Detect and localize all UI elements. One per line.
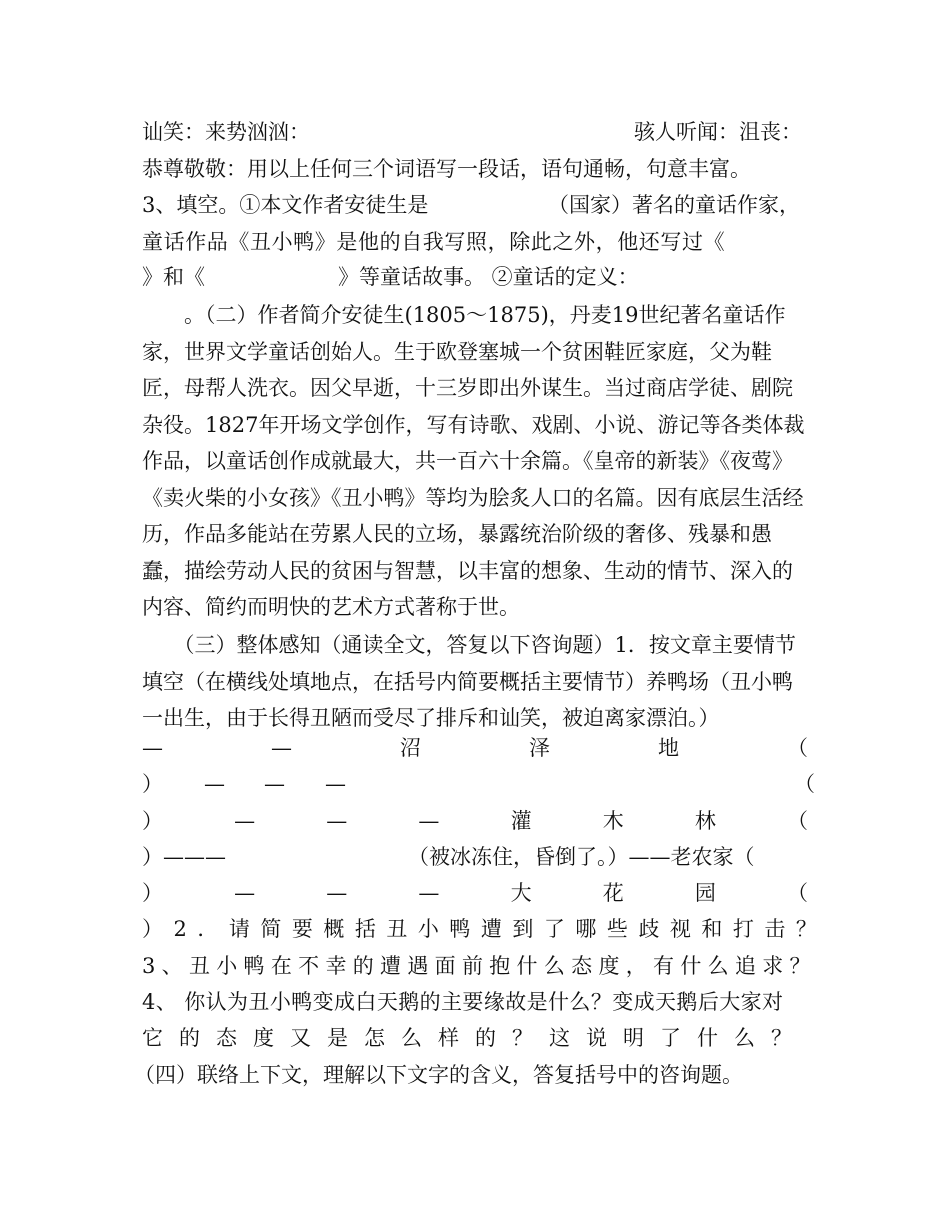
dash: — (204, 772, 225, 796)
place-char: 林 (694, 809, 716, 833)
dash-run: ）——— (142, 845, 226, 869)
writing-prompt: 恭尊敬敬：用以上任何三个词语写一段话，语句通畅，句意丰富。 (142, 157, 751, 181)
place-char: 园 (694, 881, 716, 905)
definition-text: 》等童话故事。 ②童话的定义： (338, 265, 639, 289)
section-4-heading: （四）联络上下文，理解以下文字的含义，答复括号中的咨询题。 (134, 1063, 743, 1087)
dash: — (326, 809, 348, 833)
paren: ） (142, 772, 163, 796)
works-line: 童话作品《丑小鸭》是他的自我写照，除此之外，他还写过《 (142, 230, 726, 254)
paren: （ (787, 736, 808, 760)
dash: — (325, 772, 346, 796)
dash: — (326, 881, 348, 905)
plot-row-5 (142, 878, 808, 908)
paren: （ (786, 809, 808, 833)
dash: — (418, 881, 440, 905)
place-char: 花 (602, 881, 624, 905)
dash: — (234, 809, 256, 833)
definition-line (142, 262, 808, 292)
works-close: 》和《 (142, 265, 205, 289)
place-char: 泽 (529, 736, 550, 760)
dash: — (234, 881, 256, 905)
question-3: 3、丑小鸭在不幸的遭遇面前抱什么态度，有什么追求？ (142, 954, 817, 978)
plot-note: （被冰冻住，昏倒了。）——老农家（ (408, 845, 755, 869)
place-char: 地 (658, 736, 679, 760)
fill-blank-line (142, 190, 808, 220)
paren: （ (786, 881, 808, 905)
dash: — (264, 772, 285, 796)
paren: （ (794, 772, 815, 796)
question-2: ）2．请简要概括丑小鸭遭到了哪些歧视和打击？ (142, 917, 828, 941)
place-char: 大 (510, 881, 532, 905)
plot-row-1 (142, 733, 808, 763)
fill-blank-left: 3、填空。①本文作者安徒生是 (142, 193, 429, 217)
vocab-left: 讪笑：来势汹汹： (142, 120, 310, 144)
paren: ） (142, 809, 163, 833)
overview-paragraph: （三）整体感知（通读全文，答复以下咨询题）1．按文章主要情节填空（在横线处填地点，在括号内简要概括主要情节）养鸭场（丑小鸭一出生，由于长得丑陋而受尽了排斥和讪笑，被迫离家漂泊。） (142, 633, 796, 730)
place-char: 灌 (510, 809, 532, 833)
question-4-cont: 它的态度又是怎么样的？这说明了什么？ (142, 1026, 808, 1050)
place-char: 木 (602, 809, 624, 833)
dash: — (418, 809, 440, 833)
author-intro-paragraph: 。（二）作者简介安徒生(1805～1875)，丹麦19世纪著名童话作家，世界文学童话创始人。生于欧登塞城一个贫困鞋匠家庭，父为鞋匠，母帮人洗衣。因父早逝，十三岁即出外谋生。当过商店学徒、剧院杂役。1827年开场文学创作，写有诗歌、戏剧、小说、游记等各类体裁作品，以童话创作成就最大，共一百六十余篇。《皇帝的新装》《夜莺》《卖火柴的小女孩》《丑小鸭》等均为脍炙人口的名篇。因有底层生活经历，作品多能站在劳累人民的立场，暴露统治阶级的奢侈、残暴和愚蠢，描绘劳动人民的贫困与智慧，以丰富的想象、生动的情节、深入的内容、简约而明快的艺术方式著称于世。 (142, 303, 805, 619)
question-4: 4、 你认为丑小鸭变成白天鹅的主要缘故是什么？变成天鹅后大家对 (142, 990, 784, 1014)
dash: — (271, 736, 292, 760)
place-char: 沼 (400, 736, 421, 760)
fill-blank-right: （国家）著名的童话作家， (548, 193, 800, 217)
plot-row-3 (142, 806, 808, 836)
paren: ） (142, 881, 163, 905)
dash: — (142, 736, 163, 760)
vocab-line (142, 117, 808, 147)
vocab-right: 骇人听闻：沮丧： (634, 120, 802, 144)
